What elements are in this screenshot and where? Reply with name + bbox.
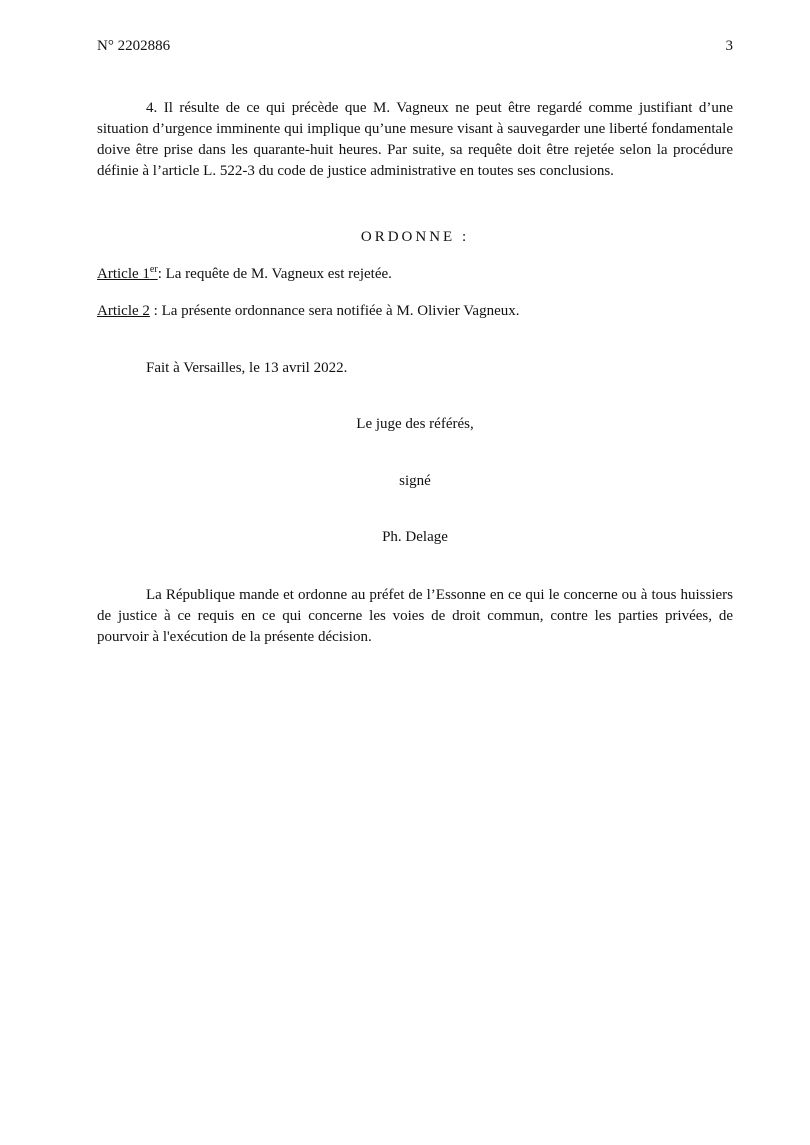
- case-number: N° 2202886: [97, 38, 171, 54]
- article-1-text: : La requête de M. Vagneux est rejetée.: [157, 266, 392, 282]
- judge-name: Ph. Delage: [382, 529, 448, 545]
- article-1-label: Article 1er: [97, 264, 158, 282]
- page-header: [97, 38, 733, 55]
- article-2-text: : La présente ordonnance sera notifiée à M. Olivier Vagneux.: [149, 303, 520, 319]
- article-1: [97, 266, 733, 283]
- executory-formula: La République mande et ordonne au préfet de l’Essonne en ce qui le concerne ou à tous huissiers de justice à ce requis en ce qui concerne les voies de droit commun, contre les parties privées, de pourvoir à l'exécution de la présente décision.: [97, 587, 733, 645]
- place-date: Fait à Versailles, le 13 avril 2022.: [146, 360, 348, 376]
- ordonne-heading: ORDONNE :: [360, 229, 470, 245]
- article-2-label: Article 2: [97, 303, 150, 319]
- paragraph-4: 4. Il résulte de ce qui précède que M. Vagneux ne peut être regardé comme justifiant d’une situation d’urgence imminente qui implique qu’une mesure visant à sauvegarder une liberté fondamentale doive être prise dans les quarante-huit heures. Par suite, sa requête doit être rejetée selon la procédure définie à l’article L. 522-3 du code de justice administrative en toutes ses conclusions.: [97, 100, 733, 179]
- judge-title: Le juge des référés,: [356, 416, 474, 432]
- page-number: 3: [725, 38, 733, 54]
- article-2: [97, 303, 733, 320]
- signed-mention: signé: [399, 473, 431, 489]
